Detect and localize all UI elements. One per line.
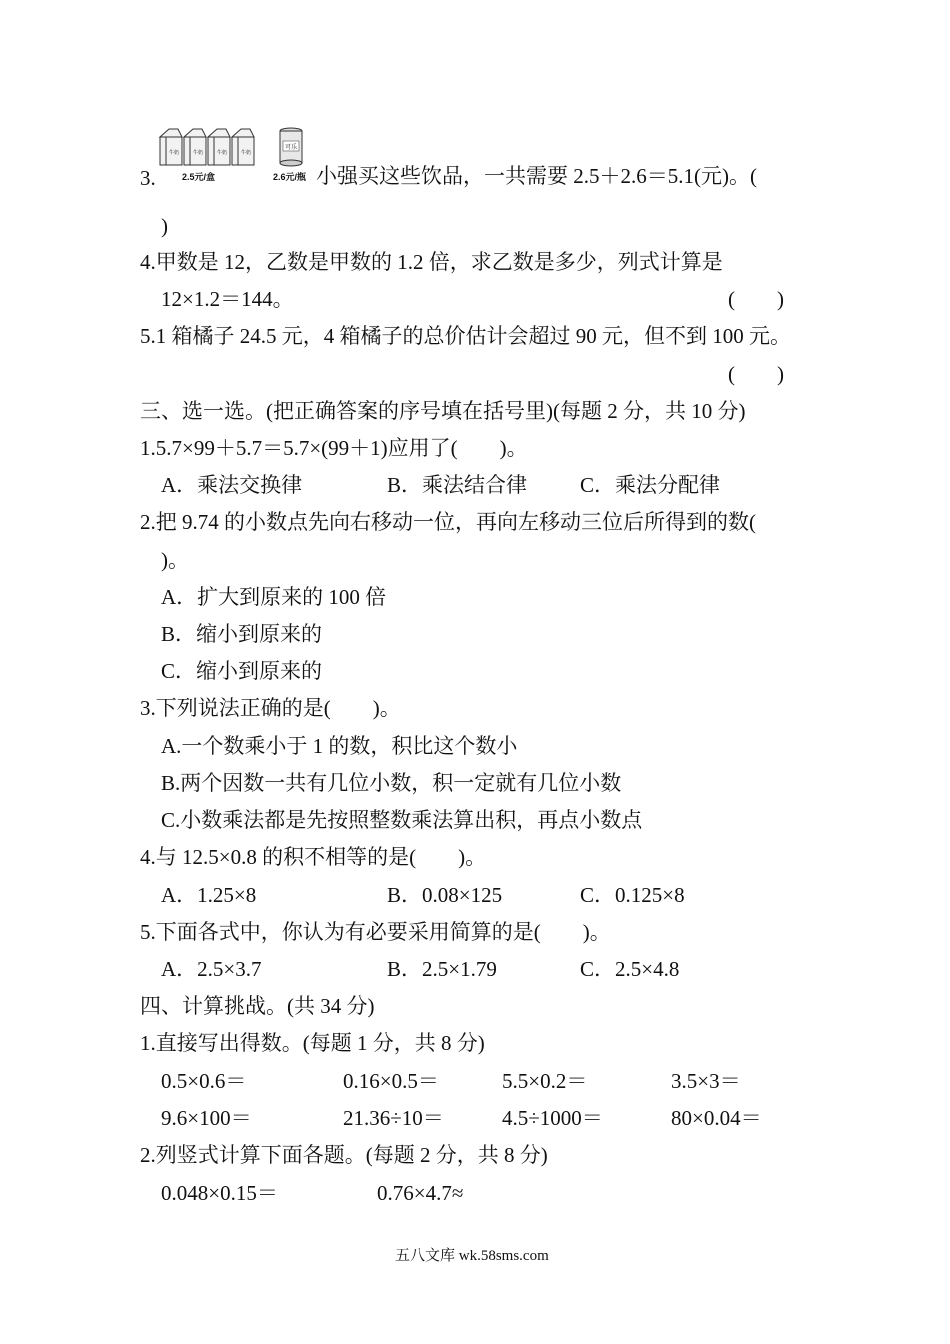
s3-q4-option-c: C．0.125×8: [580, 883, 685, 907]
cola-can-image: [278, 127, 304, 167]
calc-item: 0.16×0.5＝: [343, 1069, 439, 1093]
calc-item: 5.5×0.2＝: [502, 1069, 588, 1093]
s3-q4-stem: 4.与 12.5×0.8 的积不相等的是( )。: [140, 845, 487, 869]
calc-item: 9.6×100＝: [161, 1106, 252, 1130]
s3-q1-option-a: A．乘法交换律: [161, 473, 303, 497]
vertical-calc-item: 0.76×4.7≈: [377, 1181, 464, 1205]
judge-q4-line2: 12×1.2＝144。: [161, 287, 294, 311]
svg-text:牛奶: 牛奶: [240, 150, 252, 156]
judge-q3-number: 3.: [140, 166, 156, 190]
milk-cartons-image: [158, 127, 258, 169]
s3-q1-option-c: C．乘法分配律: [580, 473, 721, 497]
s3-q3-option-b: B.两个因数一共有几位小数，积一定就有几位小数: [161, 771, 622, 795]
cola-can-text: 可乐: [284, 144, 298, 151]
calc-item: 80×0.04＝: [671, 1106, 762, 1130]
s3-q5-option-b: B．2.5×1.79: [387, 957, 497, 981]
calc-item: 0.5×0.6＝: [161, 1069, 247, 1093]
judge-q5-line1: 5.1 箱橘子 24.5 元，4 箱橘子的总价估计会超过 90 元，但不到 100 元。: [140, 324, 791, 348]
s3-q5-option-c: C．2.5×4.8: [580, 957, 680, 981]
section3-title: 三、选一选。(把正确答案的序号填在括号里)(每题 2 分，共 10 分): [140, 399, 746, 423]
svg-text:牛奶: 牛奶: [168, 150, 180, 156]
page-footer: 五八文库 wk.58sms.com: [395, 1248, 549, 1264]
s3-q3-stem: 3.下列说法正确的是( )。: [140, 696, 401, 720]
s3-q2-option-c: C．缩小到原来的: [161, 659, 323, 683]
s3-q2-stem-cont: )。: [161, 548, 189, 572]
judge-q4-line1: 4.甲数是 12，乙数是甲数的 1.2 倍，求乙数是多少，列式计算是: [140, 250, 723, 274]
judge-q4-bracket: ( ): [728, 287, 784, 311]
s3-q2-stem: 2.把 9.74 的小数点先向右移动一位，再向左移动三位后所得到的数(: [140, 510, 756, 534]
s3-q4-option-b: B．0.08×125: [387, 883, 503, 907]
s3-q3-option-c: C.小数乘法都是先按照整数乘法算出积，再点小数点: [161, 808, 643, 832]
svg-text:牛奶: 牛奶: [216, 150, 228, 156]
vertical-calc-item: 0.048×0.15＝: [161, 1181, 278, 1205]
milk-carton-icon: [184, 129, 206, 165]
svg-text:牛奶: 牛奶: [192, 150, 204, 156]
milk-price-label: 2.5元/盒: [182, 172, 216, 182]
s3-q2-option-a: A．扩大到原来的 100 倍: [161, 585, 387, 609]
judge-q3-close: ): [161, 214, 168, 238]
milk-carton-icon: [208, 129, 230, 165]
judge-q5-bracket: ( ): [728, 362, 784, 386]
s3-q1-option-b: B．乘法结合律: [387, 473, 528, 497]
s3-q1-stem: 1.5.7×99＋5.7＝5.7×(99＋1)应用了( )。: [140, 436, 528, 460]
s3-q5-option-a: A．2.5×3.7: [161, 957, 262, 981]
s3-q4-option-a: A．1.25×8: [161, 883, 257, 907]
calc-item: 3.5×3＝: [671, 1069, 741, 1093]
s3-q5-stem: 5.下面各式中，你认为有必要采用简算的是( )。: [140, 920, 611, 944]
calc-item: 21.36÷10＝: [343, 1106, 444, 1130]
cola-price-label: 2.6元/瓶: [273, 172, 307, 182]
s4-part1-title: 1.直接写出得数。(每题 1 分，共 8 分): [140, 1031, 485, 1055]
milk-carton-icon: [232, 129, 254, 165]
section4-title: 四、计算挑战。(共 34 分): [140, 994, 375, 1018]
s4-part2-title: 2.列竖式计算下面各题。(每题 2 分，共 8 分): [140, 1143, 548, 1167]
judge-q3-text: 小强买这些饮品，一共需要 2.5＋2.6＝5.1(元)。(: [316, 164, 757, 188]
s3-q2-option-b: B．缩小到原来的: [161, 622, 323, 646]
milk-carton-icon: [160, 129, 182, 165]
s3-q3-option-a: A.一个数乘小于 1 的数，积比这个数小: [161, 734, 518, 758]
calc-item: 4.5÷1000＝: [502, 1106, 603, 1130]
